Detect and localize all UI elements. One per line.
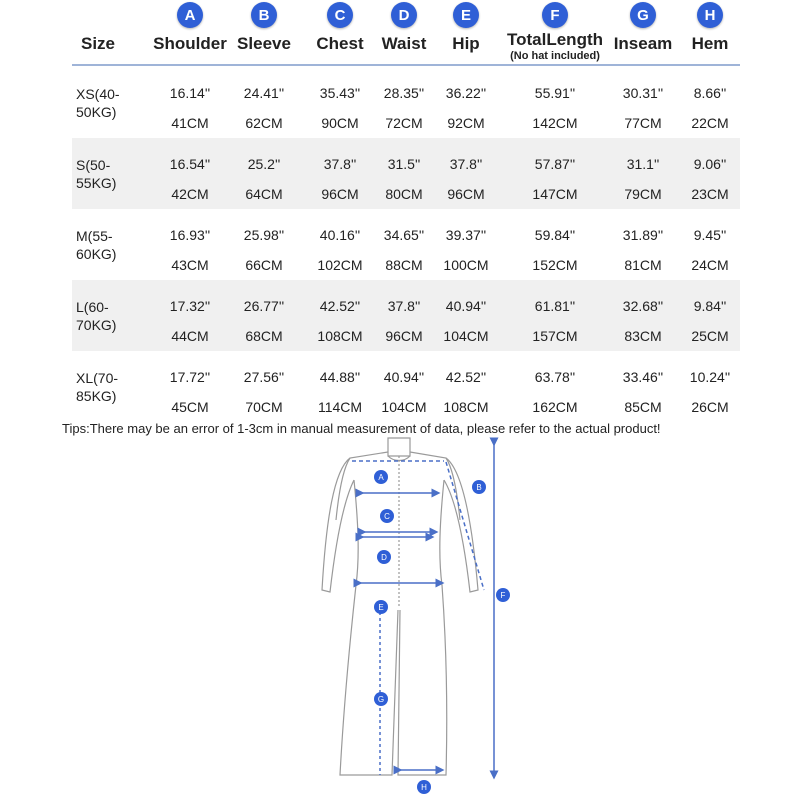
inch-value: 31.5'' — [387, 156, 421, 172]
inch-value: 40.94'' — [445, 298, 487, 314]
cm-value: 90CM — [321, 115, 359, 131]
cm-value: 72CM — [385, 115, 423, 131]
inch-value: 32.68'' — [622, 298, 664, 314]
cm-value: 162CM — [532, 399, 578, 415]
size-label: XS(40-50KG) — [76, 86, 120, 120]
inch-value: 16.14'' — [169, 85, 211, 101]
marker-b-label: B — [476, 483, 482, 492]
column-badge-e: E — [453, 2, 479, 28]
inch-value: 28.35'' — [383, 85, 425, 101]
inch-value: 40.16'' — [319, 227, 361, 243]
inch-value: 59.84'' — [534, 227, 576, 243]
inch-value: 63.78'' — [534, 369, 576, 385]
marker-f-label: F — [500, 591, 506, 600]
cm-value: 152CM — [532, 257, 578, 273]
cm-value: 102CM — [317, 257, 363, 273]
cm-value: 24CM — [691, 257, 729, 273]
inch-value: 10.24'' — [689, 369, 731, 385]
cm-value: 42CM — [171, 186, 209, 202]
cm-value: 77CM — [624, 115, 662, 131]
cm-value: 88CM — [385, 257, 423, 273]
cm-value: 45CM — [171, 399, 209, 415]
cm-value: 70CM — [245, 399, 283, 415]
cm-value: 43CM — [171, 257, 209, 273]
inch-value: 16.54'' — [169, 156, 211, 172]
cm-value: 41CM — [171, 115, 209, 131]
cm-value: 92CM — [447, 115, 485, 131]
inch-value: 42.52'' — [445, 369, 487, 385]
inch-value: 27.56'' — [243, 369, 285, 385]
size-label: M(55-60KG) — [76, 228, 117, 262]
inch-value: 31.89'' — [622, 227, 664, 243]
inch-value: 17.72'' — [169, 369, 211, 385]
inch-value: 33.46'' — [622, 369, 664, 385]
cm-value: 25CM — [691, 328, 729, 344]
cm-value: 104CM — [443, 328, 489, 344]
cm-value: 64CM — [245, 186, 283, 202]
marker-a-label: A — [378, 473, 384, 482]
marker-g-label: G — [377, 695, 385, 704]
inch-value: 26.77'' — [243, 298, 285, 314]
inch-value: 9.84'' — [693, 298, 727, 314]
inch-value: 61.81'' — [534, 298, 576, 314]
inch-value: 42.52'' — [319, 298, 361, 314]
cm-value: 22CM — [691, 115, 729, 131]
size-label: S(50-55KG) — [76, 157, 117, 191]
cm-value: 79CM — [624, 186, 662, 202]
cm-value: 81CM — [624, 257, 662, 273]
cm-value: 85CM — [624, 399, 662, 415]
column-badge-a: A — [177, 2, 203, 28]
column-badge-f: F — [542, 2, 568, 28]
cm-value: 108CM — [317, 328, 363, 344]
tips-text: Tips:There may be an error of 1-3cm in manual measurement of data, please refer to the actual product! — [62, 421, 661, 436]
cm-value: 157CM — [532, 328, 578, 344]
inch-value: 25.98'' — [243, 227, 285, 243]
cm-value: 83CM — [624, 328, 662, 344]
measurement-lines — [352, 442, 494, 775]
cm-value: 26CM — [691, 399, 729, 415]
inch-value: 39.37'' — [445, 227, 487, 243]
cm-value: 104CM — [381, 399, 427, 415]
cm-value: 142CM — [532, 115, 578, 131]
column-header-size: Size — [80, 34, 116, 53]
marker-c-label: C — [384, 512, 390, 521]
cm-value: 96CM — [321, 186, 359, 202]
marker-d-label: D — [381, 553, 387, 562]
inch-value: 31.1'' — [626, 156, 660, 172]
inch-value: 57.87'' — [534, 156, 576, 172]
inch-value: 24.41'' — [243, 85, 285, 101]
marker-h-label: H — [421, 783, 427, 792]
inch-value: 25.2'' — [247, 156, 281, 172]
column-header-waist: Waist — [381, 34, 427, 53]
inch-value: 37.8'' — [449, 156, 483, 172]
column-badge-h: H — [697, 2, 723, 28]
column-badge-g: G — [630, 2, 656, 28]
column-header-shoulder: Shoulder — [153, 34, 227, 53]
column-header-sleeve: Sleeve — [237, 34, 291, 53]
inch-value: 40.94'' — [383, 369, 425, 385]
cm-value: 44CM — [171, 328, 209, 344]
inch-value: 35.43'' — [319, 85, 361, 101]
column-header-totallength: TotalLength — [507, 30, 603, 49]
size-label: L(60-70KG) — [76, 299, 117, 333]
cm-value: 147CM — [532, 186, 578, 202]
inch-value: 55.91'' — [534, 85, 576, 101]
column-badge-c: C — [327, 2, 353, 28]
marker-e-label: E — [378, 603, 384, 612]
cm-value: 62CM — [245, 115, 283, 131]
column-header-hip: Hip — [452, 34, 480, 53]
garment-outline — [322, 438, 478, 775]
column-header-hem: Hem — [691, 34, 729, 53]
cm-value: 114CM — [317, 399, 363, 415]
inch-value: 37.8'' — [387, 298, 421, 314]
inch-value: 9.45'' — [693, 227, 727, 243]
column-header-inseam: Inseam — [613, 34, 673, 53]
cm-value: 68CM — [245, 328, 283, 344]
inch-value: 9.06'' — [693, 156, 727, 172]
cm-value: 96CM — [447, 186, 485, 202]
cm-value: 100CM — [443, 257, 489, 273]
inch-value: 30.31'' — [622, 85, 664, 101]
cm-value: 80CM — [385, 186, 423, 202]
inch-value: 17.32'' — [169, 298, 211, 314]
inch-value: 44.88'' — [319, 369, 361, 385]
cm-value: 23CM — [691, 186, 729, 202]
cm-value: 96CM — [385, 328, 423, 344]
column-header-note: (No hat included) — [510, 50, 600, 62]
column-badge-b: B — [251, 2, 277, 28]
cm-value: 108CM — [443, 399, 489, 415]
inch-value: 34.65'' — [383, 227, 425, 243]
cm-value: 66CM — [245, 257, 283, 273]
column-header-chest: Chest — [316, 34, 364, 53]
inch-value: 36.22'' — [445, 85, 487, 101]
inch-value: 37.8'' — [323, 156, 357, 172]
size-label: XL(70-85KG) — [76, 370, 119, 404]
column-badge-d: D — [391, 2, 417, 28]
diagram-markers — [374, 470, 510, 794]
inch-value: 16.93'' — [169, 227, 211, 243]
inch-value: 8.66'' — [693, 85, 727, 101]
